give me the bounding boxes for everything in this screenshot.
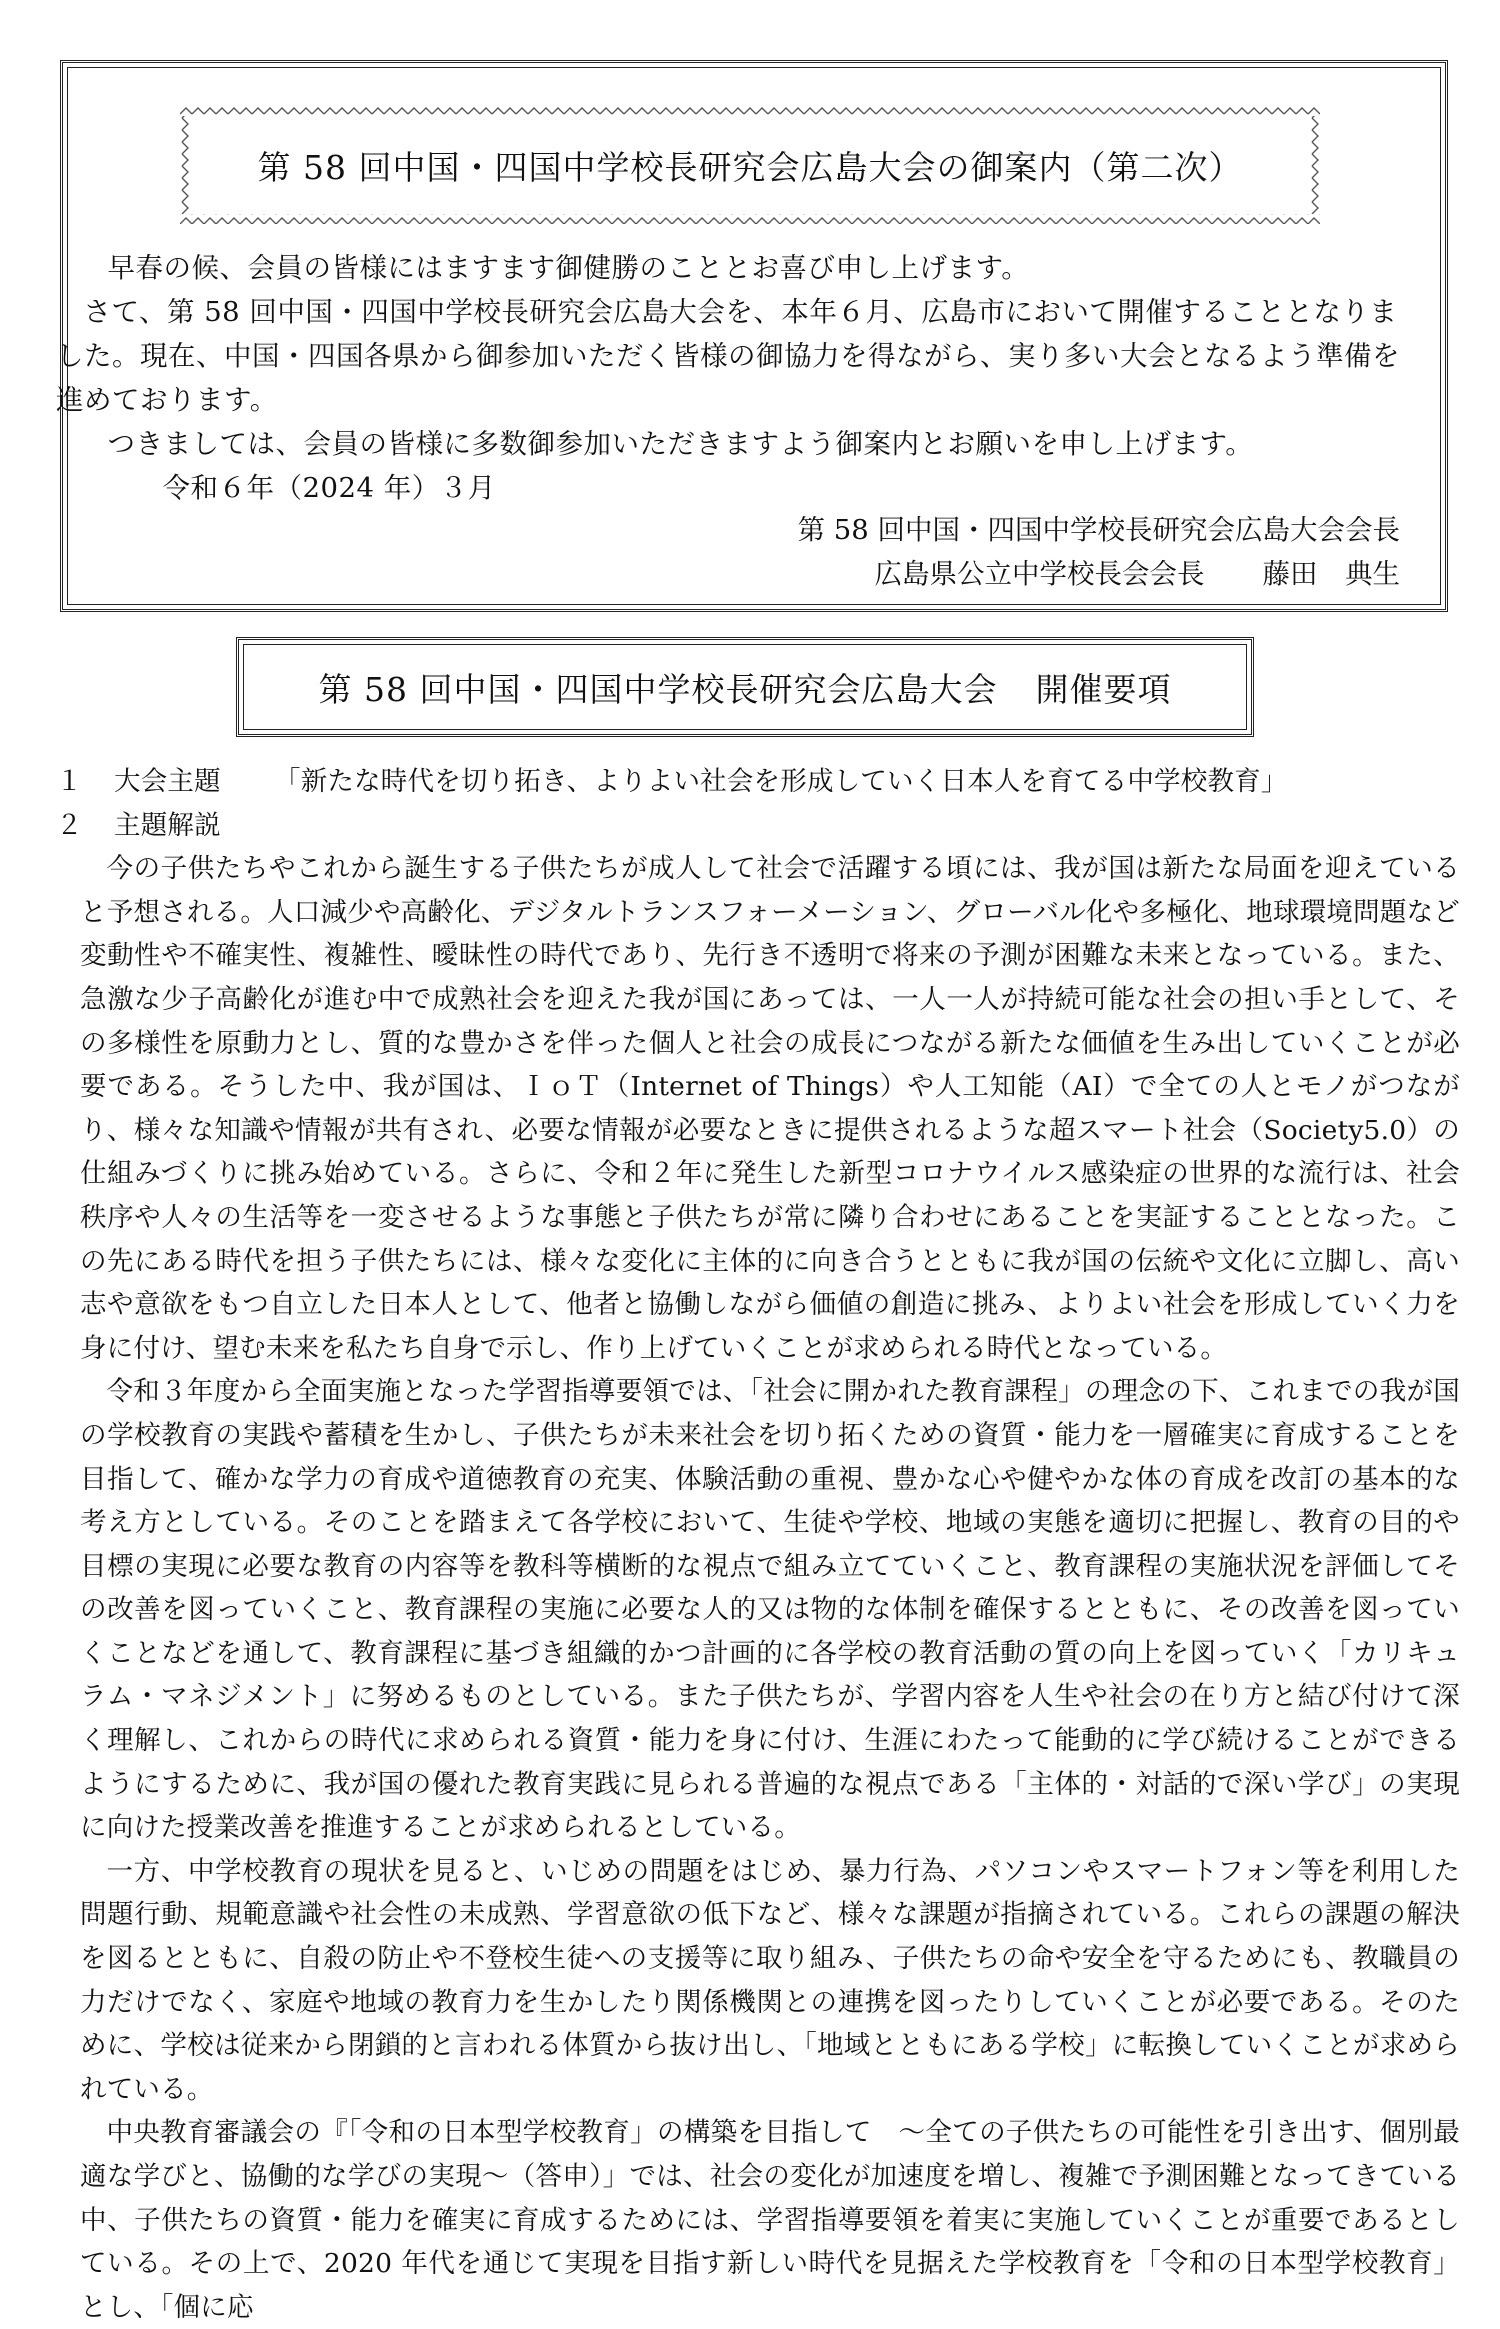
body-paragraph: 中央教育審議会の『「令和の日本型学校教育」の構築を目指して ～全ての子供たちの可能性を引き出す、個別最適な学びと、協働的な学びの実現～（答申）」では、社会の変化が加速度を増し、複雑で予測困難となってきている中、子供たちの資質・能力を確実に育成するためには、学習指導要領を着実に実施していくことが重要であるとしている。その上で、2020 年代を通じて実現を目指す新しい時代を見据えた学校教育を「令和の日本型学校教育」とし、「個に応 xyxy=(80,2117,1460,2323)
item-label: 主題解説 xyxy=(114,809,221,841)
item-explanation xyxy=(56,804,1460,848)
greeting-title: 第 58 回中国・四国中学校長研究会広島大会の御案内（第二次） xyxy=(257,148,1243,187)
signature-role: 広島県公立中学校長会会長 xyxy=(874,558,1205,590)
greeting-paragraph: 早春の候、会員の皆様にはますます御健勝のこととお喜び申し上げます。 xyxy=(107,252,1030,284)
heading-title xyxy=(239,664,1251,711)
title-decorative-frame xyxy=(180,106,1320,224)
greeting-paragraph: つきましては、会員の皆様に多数御参加いただきますよう御案内とお願いを申し上げます。 xyxy=(107,428,1254,460)
body-text xyxy=(56,760,1460,2329)
greeting-text xyxy=(56,246,1410,510)
signature-line xyxy=(798,552,1400,596)
signature-organization: 第 58 回中国・四国中学校長研究会広島大会会長 xyxy=(797,514,1400,546)
greeting-date: 令和６年（2024 年）３月 xyxy=(162,472,496,504)
item-label: 大会主題 xyxy=(114,766,221,797)
body-paragraph: 一方、中学校教育の現状を見ると、いじめの問題をはじめ、暴力行為、パソコンやスマートフォン等を利用した問題行動、規範意識や社会性の未成熟、学習意欲の低下など、様々な課題が指摘されている。これらの課題の解決を図るとともに、自殺の防止や不登校生徒への支援等に取り組み、子供たちの命や安全を守るためにも、教職員の力だけでなく、家庭や地域の教育力を生かしたり関係機関との連携を図ったりしていくことが必要である。そのために、学校は従来から閉鎖的と言われる体質から抜け出し、「地域とともにある学校」に転換していくことが求められている。 xyxy=(80,1855,1460,2105)
item-number: ２ xyxy=(56,809,83,841)
greeting-paragraph: さて、第 58 回中国・四国中学校長研究会広島大会を、本年６月、広島市において開催することとなりました。現在、中国・四国各県から御参加いただく皆様の御協力を得ながら、実り多い大会となるよう準備を進めております。 xyxy=(56,296,1400,416)
body-paragraph: 今の子供たちやこれから誕生する子供たちが成人して社会で活躍する頃には、我が国は新たな局面を迎えていると予想される。人口減少や高齢化、デジタルトランスフォーメーション、グローバル化や多極化、地球環境問題など変動性や不確実性、複雑性、曖昧性の時代であり、先行き不透明で将来の予測が困難な未来となっている。また、急激な少子高齢化が進む中で成熟社会を迎えた我が国にあっては、一人一人が持続可能な社会の担い手として、その多様性を原動力とし、質的な豊かさを伴った個人と社会の成長につながる新たな価値を生み出していくことが必要である。そうした中、我が国は、ＩｏＴ（Internet of Things）や人工知能（AI）で全ての人とモノがつながり、様々な知識や情報が共有され、必要な情報が必要なときに提供されるような超スマート社会（Society5.0）の仕組みづくりに挑み始めている。さらに、令和２年に発生した新型コロナウイルス感染症の世界的な流行は、社会秩序や人々の生活等を一変させるような事態と子供たちが常に隣り合わせにあることを実証することとなった。この先にある時代を担う子供たちには、様々な変化に主体的に向き合うとともに我が国の伝統や文化に立脚し、高い志や意欲をもつ自立した日本人として、他者と協働しながら価値の創造に挑み、よりよい社会を形成していく力を身に付け、望む未来を私たち自身で示し、作り上げていくことが求められる時代となっている。 xyxy=(80,853,1460,1364)
item-text: 「新たな時代を切り拓き、よりよい社会を形成していく日本人を育てる中学校教育」 xyxy=(274,766,1288,797)
greeting-signature xyxy=(798,508,1400,596)
item-theme xyxy=(56,760,1460,804)
signature-name: 藤田 典生 xyxy=(1262,558,1400,590)
heading-title-main: 第 58 回中国・四国中学校長研究会広島大会 xyxy=(318,670,998,709)
heading-box xyxy=(236,637,1254,737)
item-number: １ xyxy=(56,766,83,797)
heading-title-sub: 開催要項 xyxy=(1035,670,1172,709)
body-paragraph: 令和３年度から全面実施となった学習指導要領では、「社会に開かれた教育課程」の理念の下、これまでの我が国の学校教育の実践や蓄積を生かし、子供たちが未来社会を切り拓くための資質・能力を一層確実に育成することを目指して、確かな学力の育成や道徳教育の充実、体験活動の重視、豊かな心や健やかな体の育成を改訂の基本的な考え方としている。そのことを踏まえて各学校において、生徒や学校、地域の実態を適切に把握し、教育の目的や目標の実現に必要な教育の内容等を教科等横断的な視点で組み立てていくこと、教育課程の実施状況を評価してその改善を図っていくこと、教育課程の実施に必要な人的又は物的な体制を確保するとともに、その改善を図っていくことなどを通して、教育課程に基づき組織的かつ計画的に各学校の教育活動の質の向上を図っていく「カリキュラム・マネジメント」に努めるものとしている。また子供たちが、学習内容を人生や社会の在り方と結び付けて深く理解し、これからの時代に求められる資質・能力を身に付け、生涯にわたって能動的に学び続けることができるようにするために、我が国の優れた教育実践に見られる普遍的な視点である「主体的・対話的で深い学び」の実現に向けた授業改善を推進することが求められるとしている。 xyxy=(80,1376,1460,1844)
